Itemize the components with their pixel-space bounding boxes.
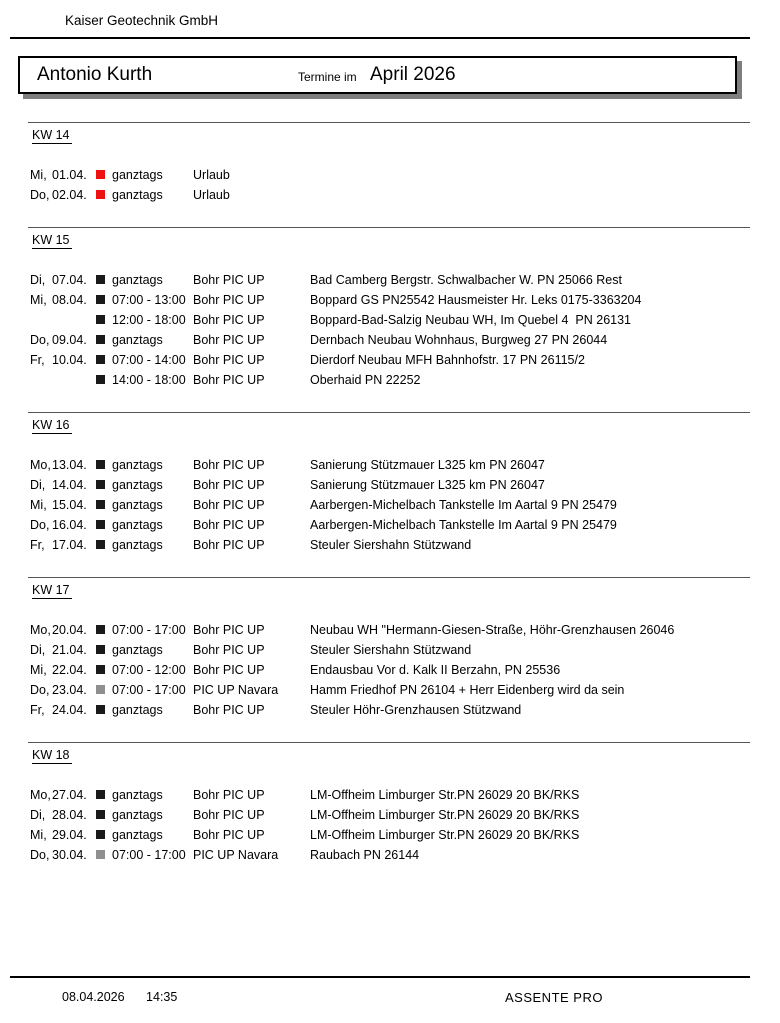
appointment-row — [0, 620, 780, 640]
appointment-day: Do, — [30, 188, 50, 202]
print-time: 14:35 — [146, 990, 178, 1004]
appointment-time: 07:00 - 17:00 — [112, 848, 186, 862]
appointment-description: Sanierung Stützmauer L325 km PN 26047 — [310, 478, 545, 492]
appointment-day: Mi, — [30, 663, 47, 677]
appointment-date: 21.04. — [52, 643, 87, 657]
week-label: KW 15 — [32, 233, 70, 247]
appointment-description — [310, 185, 780, 205]
appointment-date: 01.04. — [52, 168, 87, 182]
appointment-type: Bohr PIC UP — [193, 808, 265, 822]
company-name: Kaiser Geotechnik GmbH — [65, 13, 219, 28]
appointment-type: PIC UP Navara — [193, 683, 279, 697]
appointment-date: 15.04. — [52, 498, 87, 512]
appointment-row — [0, 700, 780, 720]
appointment-date: 23.04. — [52, 683, 87, 697]
appointment-time: 12:00 - 18:00 — [112, 313, 186, 327]
person-name: Antonio Kurth — [37, 64, 153, 85]
week-label: KW 18 — [32, 748, 70, 762]
status-square-icon — [96, 315, 105, 324]
appointment-type: Urlaub — [193, 168, 230, 182]
title-month: April 2026 — [370, 64, 456, 85]
appointment-date: 29.04. — [52, 828, 87, 842]
appointment-type: Bohr PIC UP — [193, 458, 265, 472]
appointment-type: Bohr PIC UP — [193, 623, 265, 637]
week-rows — [0, 620, 780, 720]
week-label: KW 17 — [32, 583, 70, 597]
appointment-date — [52, 310, 96, 330]
appointment-time: ganztags — [112, 808, 163, 822]
appointment-description: Boppard-Bad-Salzig Neubau WH, Im Quebel 4 PN 26131 — [310, 313, 632, 327]
appointment-time: ganztags — [112, 498, 163, 512]
appointment-description: Steuler Siershahn Stützwand — [310, 538, 472, 552]
week-rows — [0, 455, 780, 555]
appointment-type: Bohr PIC UP — [193, 353, 265, 367]
appointment-type: Bohr PIC UP — [193, 498, 265, 512]
appointment-day: Di, — [30, 478, 46, 492]
appointment-day: Fr, — [30, 538, 45, 552]
appointment-row — [0, 350, 780, 370]
appointment-day: Fr, — [30, 353, 45, 367]
appointment-type: Bohr PIC UP — [193, 313, 265, 327]
schedule-body — [0, 122, 780, 887]
status-square-icon — [96, 520, 105, 529]
appointment-date: 24.04. — [52, 703, 87, 717]
status-square-icon — [96, 645, 105, 654]
appointment-type: Bohr PIC UP — [193, 703, 265, 717]
appointment-day: Mi, — [30, 498, 47, 512]
header-divider — [10, 37, 750, 39]
status-square-icon — [96, 665, 105, 674]
appointment-time: ganztags — [112, 478, 163, 492]
appointment-date: 02.04. — [52, 188, 87, 202]
appointment-day — [30, 310, 52, 330]
appointment-time: 07:00 - 17:00 — [112, 683, 186, 697]
appointment-day: Mo, — [30, 458, 51, 472]
status-square-icon — [96, 190, 105, 199]
appointment-type: Bohr PIC UP — [193, 373, 265, 387]
appointment-description: Steuler Höhr-Grenzhausen Stützwand — [310, 703, 522, 717]
appointment-description: Boppard GS PN25542 Hausmeister Hr. Leks 0175-3363204 — [310, 293, 642, 307]
footer-divider — [10, 976, 750, 978]
appointment-type: Bohr PIC UP — [193, 273, 265, 287]
appointment-type: Bohr PIC UP — [193, 518, 265, 532]
week-divider — [28, 742, 750, 743]
appointment-description: LM-Offheim Limburger Str.PN 26029 20 BK/RKS — [310, 808, 580, 822]
appointment-time: ganztags — [112, 703, 163, 717]
appointment-row — [0, 535, 780, 555]
week-section — [0, 227, 780, 390]
status-square-icon — [96, 170, 105, 179]
appointment-row — [0, 330, 780, 350]
appointment-time: ganztags — [112, 538, 163, 552]
appointment-type: Bohr PIC UP — [193, 538, 265, 552]
appointment-type: Bohr PIC UP — [193, 663, 265, 677]
appointment-row — [0, 270, 780, 290]
appointment-date: 20.04. — [52, 623, 87, 637]
appointment-date — [52, 370, 96, 390]
week-section — [0, 742, 780, 865]
appointment-day: Mo, — [30, 623, 51, 637]
appointment-time: ganztags — [112, 188, 163, 202]
status-square-icon — [96, 335, 105, 344]
status-square-icon — [96, 830, 105, 839]
appointment-row — [0, 185, 780, 205]
appointment-day: Di, — [30, 808, 46, 822]
status-square-icon — [96, 540, 105, 549]
appointment-row — [0, 370, 780, 390]
appointment-day — [30, 370, 52, 390]
appointment-description: Endausbau Vor d. Kalk II Berzahn, PN 25536 — [310, 663, 561, 677]
appointment-description: Oberhaid PN 22252 — [310, 373, 421, 387]
appointment-row — [0, 290, 780, 310]
appointment-description: Aarbergen-Michelbach Tankstelle Im Aartal 9 PN 25479 — [310, 498, 617, 512]
appointment-day: Mi, — [30, 168, 47, 182]
status-square-icon — [96, 295, 105, 304]
appointment-time: ganztags — [112, 458, 163, 472]
appointment-description: Dernbach Neubau Wohnhaus, Burgweg 27 PN 26044 — [310, 333, 608, 347]
week-section — [0, 122, 780, 205]
appointment-row — [0, 515, 780, 535]
appointment-description: Bad Camberg Bergstr. Schwalbacher W. PN 25066 Rest — [310, 273, 622, 287]
appointment-description: Dierdorf Neubau MFH Bahnhofstr. 17 PN 26115/2 — [310, 353, 585, 367]
appointment-row — [0, 785, 780, 805]
week-label: KW 16 — [32, 418, 70, 432]
appointment-time: ganztags — [112, 643, 163, 657]
appointment-description: Aarbergen-Michelbach Tankstelle Im Aartal 9 PN 25479 — [310, 518, 617, 532]
appointment-type: Bohr PIC UP — [193, 788, 265, 802]
appointment-row — [0, 680, 780, 700]
week-rows — [0, 785, 780, 865]
appointment-description: LM-Offheim Limburger Str.PN 26029 20 BK/RKS — [310, 828, 580, 842]
appointment-time: 07:00 - 12:00 — [112, 663, 186, 677]
print-date: 08.04.2026 — [62, 990, 125, 1004]
appointment-day: Di, — [30, 273, 46, 287]
appointment-day: Di, — [30, 643, 46, 657]
week-section — [0, 412, 780, 555]
appointment-time: 07:00 - 14:00 — [112, 353, 186, 367]
appointment-description: Raubach PN 26144 — [310, 848, 420, 862]
appointment-date: 07.04. — [52, 273, 87, 287]
app-name: ASSENTE PRO — [505, 990, 603, 1005]
week-divider — [28, 227, 750, 228]
week-rows — [0, 270, 780, 390]
status-square-icon — [96, 355, 105, 364]
appointment-date: 08.04. — [52, 293, 87, 307]
appointment-day: Mi, — [30, 828, 47, 842]
appointment-row — [0, 310, 780, 330]
appointment-day: Do, — [30, 848, 50, 862]
status-square-icon — [96, 850, 105, 859]
week-divider — [28, 412, 750, 413]
status-square-icon — [96, 685, 105, 694]
appointment-date: 30.04. — [52, 848, 87, 862]
appointment-row — [0, 640, 780, 660]
title-prefix: Termine im — [298, 70, 357, 84]
appointment-time: ganztags — [112, 828, 163, 842]
appointment-description: LM-Offheim Limburger Str.PN 26029 20 BK/RKS — [310, 788, 580, 802]
appointment-day: Mi, — [30, 293, 47, 307]
appointment-row — [0, 455, 780, 475]
appointment-type: Bohr PIC UP — [193, 478, 265, 492]
appointment-time: ganztags — [112, 168, 163, 182]
appointment-day: Fr, — [30, 703, 45, 717]
appointment-day: Do, — [30, 518, 50, 532]
appointment-time: ganztags — [112, 788, 163, 802]
appointment-date: 16.04. — [52, 518, 87, 532]
appointment-time: 07:00 - 13:00 — [112, 293, 186, 307]
title-box — [18, 56, 737, 94]
appointment-row — [0, 165, 780, 185]
appointment-row — [0, 845, 780, 865]
appointment-description: Sanierung Stützmauer L325 km PN 26047 — [310, 458, 545, 472]
week-section — [0, 577, 780, 720]
status-square-icon — [96, 480, 105, 489]
appointment-date: 22.04. — [52, 663, 87, 677]
appointment-date: 10.04. — [52, 353, 87, 367]
status-square-icon — [96, 375, 105, 384]
week-label: KW 14 — [32, 128, 70, 142]
footer-print-info — [62, 990, 177, 1004]
appointment-date: 28.04. — [52, 808, 87, 822]
appointment-day: Do, — [30, 333, 50, 347]
appointment-type: Bohr PIC UP — [193, 828, 265, 842]
appointment-type: Bohr PIC UP — [193, 333, 265, 347]
appointment-day: Do, — [30, 683, 50, 697]
appointment-row — [0, 805, 780, 825]
appointment-type: Bohr PIC UP — [193, 293, 265, 307]
appointment-date: 13.04. — [52, 458, 87, 472]
week-divider — [28, 122, 750, 123]
week-rows — [0, 165, 780, 205]
status-square-icon — [96, 275, 105, 284]
appointment-time: 07:00 - 17:00 — [112, 623, 186, 637]
appointment-type: Urlaub — [193, 188, 230, 202]
appointment-time: 14:00 - 18:00 — [112, 373, 186, 387]
appointment-description — [310, 165, 780, 185]
appointment-row — [0, 475, 780, 495]
status-square-icon — [96, 500, 105, 509]
status-square-icon — [96, 790, 105, 799]
appointment-time: ganztags — [112, 333, 163, 347]
appointment-description: Steuler Siershahn Stützwand — [310, 643, 472, 657]
appointment-date: 27.04. — [52, 788, 87, 802]
appointment-row — [0, 660, 780, 680]
appointment-type: Bohr PIC UP — [193, 643, 265, 657]
appointment-date: 09.04. — [52, 333, 87, 347]
appointment-description: Neubau WH "Hermann-Giesen-Straße, Höhr-Grenzhausen 26046 — [310, 623, 675, 637]
appointment-time: ganztags — [112, 518, 163, 532]
appointment-type: PIC UP Navara — [193, 848, 279, 862]
appointment-day: Mo, — [30, 788, 51, 802]
appointment-date: 14.04. — [52, 478, 87, 492]
appointment-time: ganztags — [112, 273, 163, 287]
status-square-icon — [96, 705, 105, 714]
status-square-icon — [96, 810, 105, 819]
appointment-row — [0, 495, 780, 515]
week-divider — [28, 577, 750, 578]
status-square-icon — [96, 625, 105, 634]
appointment-description: Hamm Friedhof PN 26104 + Herr Eidenberg wird da sein — [310, 683, 625, 697]
appointment-date: 17.04. — [52, 538, 87, 552]
status-square-icon — [96, 460, 105, 469]
appointment-row — [0, 825, 780, 845]
